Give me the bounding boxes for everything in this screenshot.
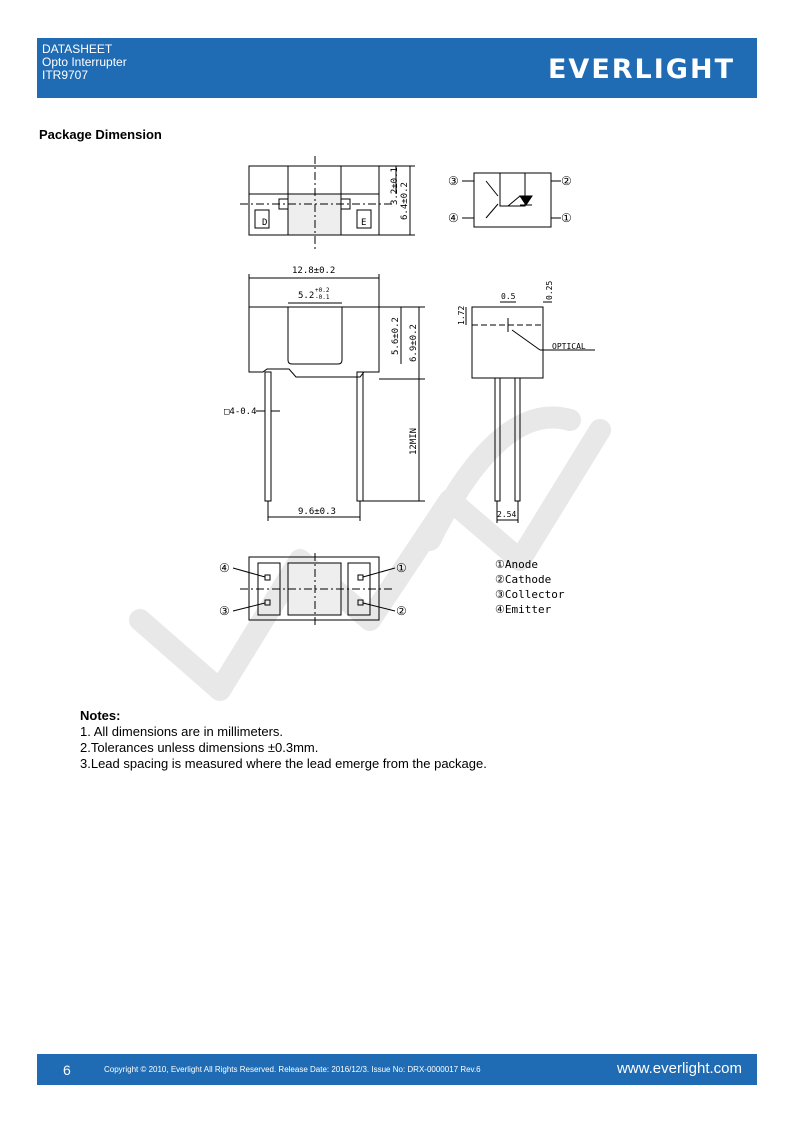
schem-pin4: ④ [448, 211, 459, 225]
schem-pin2: ② [561, 174, 572, 188]
dim-slot-depth: 3.2±0.1 [390, 167, 400, 205]
front-view [249, 274, 425, 521]
bottom-pin3: ③ [219, 604, 230, 618]
dim-lead-spacing: 9.6±0.3 [298, 507, 336, 517]
pin-legend-4: ④Emitter [495, 603, 552, 616]
dim-lead: □4-0.4 [224, 407, 257, 417]
note-item: 1. All dimensions are in millimeters. [80, 724, 284, 739]
page-number: 6 [63, 1062, 71, 1078]
note-item: 3.Lead spacing is measured where the lead emerge from the package. [80, 756, 487, 771]
notes-title: Notes: [80, 708, 121, 723]
label-optical: OPTICAL [552, 342, 586, 351]
copyright-text: Copyright © 2010, Everlight All Rights Reserved. Release Date: 2016/12/3. Issue No: DRX-0000017 Rev.6 [104, 1065, 481, 1074]
product-category: Opto Interrupter [42, 55, 127, 69]
dim-lead-length: 12MIN [409, 427, 419, 455]
dim-total-length: 12.8±0.2 [292, 266, 336, 276]
dim-aperture: 0.5 [501, 292, 516, 301]
website-link[interactable]: www.everlight.com [616, 1060, 742, 1077]
dim-width: 6.4±0.2 [400, 182, 410, 220]
top-view [240, 156, 415, 250]
doc-type: DATASHEET [42, 42, 113, 56]
bottom-pin2: ② [396, 604, 407, 618]
mark-e: E [361, 218, 367, 228]
note-item: 2.Tolerances unless dimensions ±0.3mm. [80, 740, 319, 755]
schem-pin3: ③ [448, 174, 459, 188]
dim-slot-width: 5.2 [298, 291, 315, 301]
dim-body-height: 6.9±0.2 [409, 324, 419, 362]
dim-pin-pitch: 2.54 [497, 510, 517, 519]
notes-section [80, 708, 487, 772]
section-title: Package Dimension [39, 127, 162, 142]
pin-legend-2: ②Cathode [495, 573, 552, 586]
page-footer [37, 1054, 757, 1085]
dim-offset: 1.72 [457, 305, 466, 325]
schem-pin1: ① [561, 211, 572, 225]
pin-legend-1: ①Anode [495, 558, 538, 571]
dim-slot-tol-plus: +0.2 [315, 287, 330, 294]
bottom-pin4: ④ [219, 561, 230, 575]
schematic-symbol [462, 173, 561, 227]
dim-slot-height: 5.6±0.2 [391, 317, 401, 355]
dim-slot-tol-minus: -0.1 [315, 294, 330, 301]
watermark [140, 418, 600, 691]
brand-logo: EVERLIGHT [547, 54, 735, 85]
bottom-pin1: ① [396, 561, 407, 575]
part-number: ITR9707 [42, 68, 89, 82]
dim-edge: 0.25 [545, 280, 554, 300]
mark-d: D [262, 218, 268, 228]
pin-legend-3: ③Collector [495, 588, 565, 601]
